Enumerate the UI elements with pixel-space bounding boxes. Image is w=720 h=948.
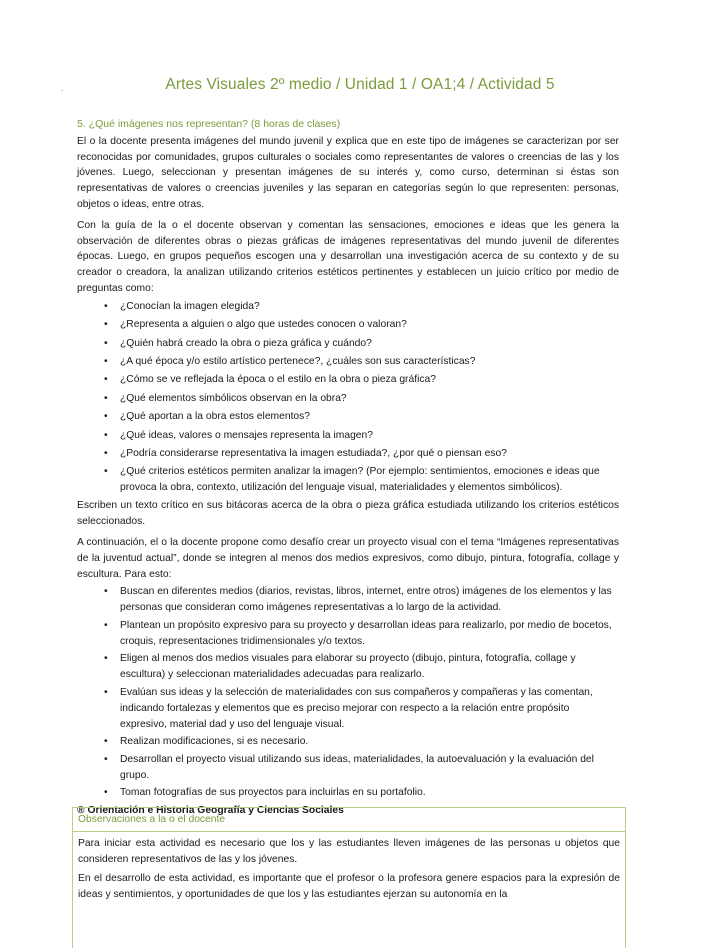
bullet-icon: •	[104, 466, 108, 478]
list-item-text: ¿Cómo se ve reflejada la época o el estilo en la obra o pieza gráfica?	[120, 374, 436, 386]
bullet-icon: •	[104, 736, 108, 748]
challenge-paragraph: A continuación, el o la docente propone como desafío crear un proyecto visual con el tema “Imágenes representativas de la juventud actual”, donde se integren al menos dos medios expresivos, como dibujo, pintura, fotografía, collage y escultura. Para esto:	[77, 537, 619, 580]
list-item-text: Eligen al menos dos medios visuales para elaborar su proyecto (dibujo, pintura, fotografía, collage y escultura) y seleccionan materialidades adecuadas para realizarlo.	[120, 653, 576, 681]
list-item	[77, 354, 619, 370]
bullet-icon: •	[104, 337, 108, 349]
cross-curricular-note: ® Orientación e Historia Geografía y Ciencias Sociales	[77, 805, 344, 817]
list-item	[77, 584, 619, 616]
list-item-text: Buscan en diferentes medios (diarios, revistas, libros, internet, entre otros) imágenes de los elementos y las personas que consideran como imágenes representativas a lo largo de la actividad.	[120, 586, 612, 614]
list-item-text: Evalúan sus ideas y la selección de materialidades con sus compañeros y compañeras y las comentan, indicando fortalezas y elementos que es preciso mejorar con respecto a la relación entre propósito expresivo, material dad y uso del lenguaje visual.	[120, 686, 593, 730]
intro-paragraph: El o la docente presenta imágenes del mundo juvenil y explica que en este tipo de imágenes se caracterizan por ser reconocidas por comunidades, grupos culturales o sociales como representantes de valores o creencias de las y los jóvenes. Luego, seleccionan y presentan imágenes de su interés y, como curso, determinan si éstas son representativas de valores o creencias juveniles y las separan en categorías según lo que representen: personas, objetos o ideas, entre otras.	[77, 135, 619, 210]
list-item-text: ¿Representa a alguien o algo que ustedes conocen o valoran?	[120, 319, 407, 331]
list-item	[77, 391, 619, 407]
observations-paragraph: Para iniciar esta actividad es necesario que los y las estudiantes lleven imágenes de las personas u objetos que consideren representativos de las y los jóvenes.	[78, 837, 620, 865]
bullet-icon: •	[104, 429, 108, 441]
steps-list	[77, 584, 619, 801]
list-item-text: ¿Qué elementos simbólicos observan en la obra?	[120, 392, 347, 404]
list-item	[77, 464, 619, 496]
bullet-icon: •	[104, 411, 108, 423]
list-item	[77, 446, 619, 462]
activity-content	[77, 117, 619, 819]
list-item	[77, 734, 619, 750]
list-item	[77, 372, 619, 388]
list-item	[77, 336, 619, 352]
bullet-icon: •	[104, 586, 108, 598]
bullet-icon: •	[104, 753, 108, 765]
observations-paragraph: En el desarrollo de esta actividad, es importante que el profesor o la profesora genere espacios para la expresión de ideas y sentimientos, y oportunidades de que los y las estudiantes ejerzan su autonomía en la	[78, 873, 620, 901]
bullet-icon: •	[104, 447, 108, 459]
list-item-text: ¿Conocían la imagen elegida?	[120, 300, 260, 312]
list-item	[77, 317, 619, 333]
list-item-text: Realizan modificaciones, si es necesario.	[120, 736, 309, 748]
bullet-icon: •	[104, 619, 108, 631]
bullet-icon: •	[104, 300, 108, 312]
list-item-text: ¿Qué ideas, valores o mensajes representa la imagen?	[120, 429, 373, 441]
list-item-text: ¿Qué aportan a la obra estos elementos?	[120, 411, 311, 423]
bullet-icon: •	[104, 374, 108, 386]
list-item-text: ¿Quién habrá creado la obra o pieza gráfica y cuándo?	[120, 337, 372, 349]
list-item	[77, 752, 619, 784]
list-item	[77, 618, 619, 650]
section-heading: 5. ¿Qué imágenes nos representan? (8 horas de clases)	[77, 118, 341, 130]
list-item-text: ¿A qué época y/o estilo artístico pertenece?, ¿cuáles son sus características?	[120, 355, 476, 367]
list-item	[77, 428, 619, 444]
header-dot: .	[61, 84, 64, 93]
bullet-icon: •	[104, 686, 108, 698]
list-item-text: Toman fotografías de sus proyectos para incluirlas en su portafolio.	[120, 787, 426, 799]
question-list	[77, 299, 619, 496]
writing-paragraph: Escriben un texto crítico en sus bitácoras acerca de la obra o pieza gráfica estudiada utilizando los criterios estéticos seleccionados.	[77, 500, 619, 528]
bullet-icon: •	[104, 355, 108, 367]
list-item	[77, 299, 619, 315]
bullet-icon: •	[104, 787, 108, 799]
list-item	[77, 409, 619, 425]
list-item	[77, 785, 619, 801]
observations-title: Observaciones a la o el docente	[73, 808, 625, 832]
observations-box	[72, 807, 626, 948]
list-item-text: ¿Qué criterios estéticos permiten analizar la imagen? (Por ejemplo: sentimientos, emociones e ideas que provoca la obra, contexto, utilización del lenguaje visual, materialidades y elementos simbólicos).	[120, 466, 600, 494]
list-item-text: ¿Podría considerarse representativa la imagen estudiada?, ¿por qué o piensan eso?	[120, 447, 507, 459]
guidance-paragraph: Con la guía de la o el docente observan y comentan las sensaciones, emociones e ideas que les genera la observación de diferentes obras o piezas gráficas de imágenes representativas del mundo juvenil de diferentes épocas. Luego, en grupos pequeños escogen una y desarrollan una investigación acerca de su contexto y de su creador o creadora, la analizan utilizando criterios estéticos pertinentes y establecen un juicio crítico por medio de preguntas como:	[77, 219, 619, 294]
list-item-text: Plantean un propósito expresivo para su proyecto y desarrollan ideas para realizarlo, por medio de bocetos, croquis, representaciones tridimensionales y/o textos.	[120, 619, 612, 647]
page-title: Artes Visuales 2º medio / Unidad 1 / OA1;4 / Actividad 5	[165, 76, 555, 93]
list-item	[77, 651, 619, 683]
bullet-icon: •	[104, 653, 108, 665]
list-item	[77, 685, 619, 732]
list-item-text: Desarrollan el proyecto visual utilizando sus ideas, materialidades, la autoevaluación y la evaluación del grupo.	[120, 753, 594, 781]
bullet-icon: •	[104, 392, 108, 404]
bullet-icon: •	[104, 319, 108, 331]
